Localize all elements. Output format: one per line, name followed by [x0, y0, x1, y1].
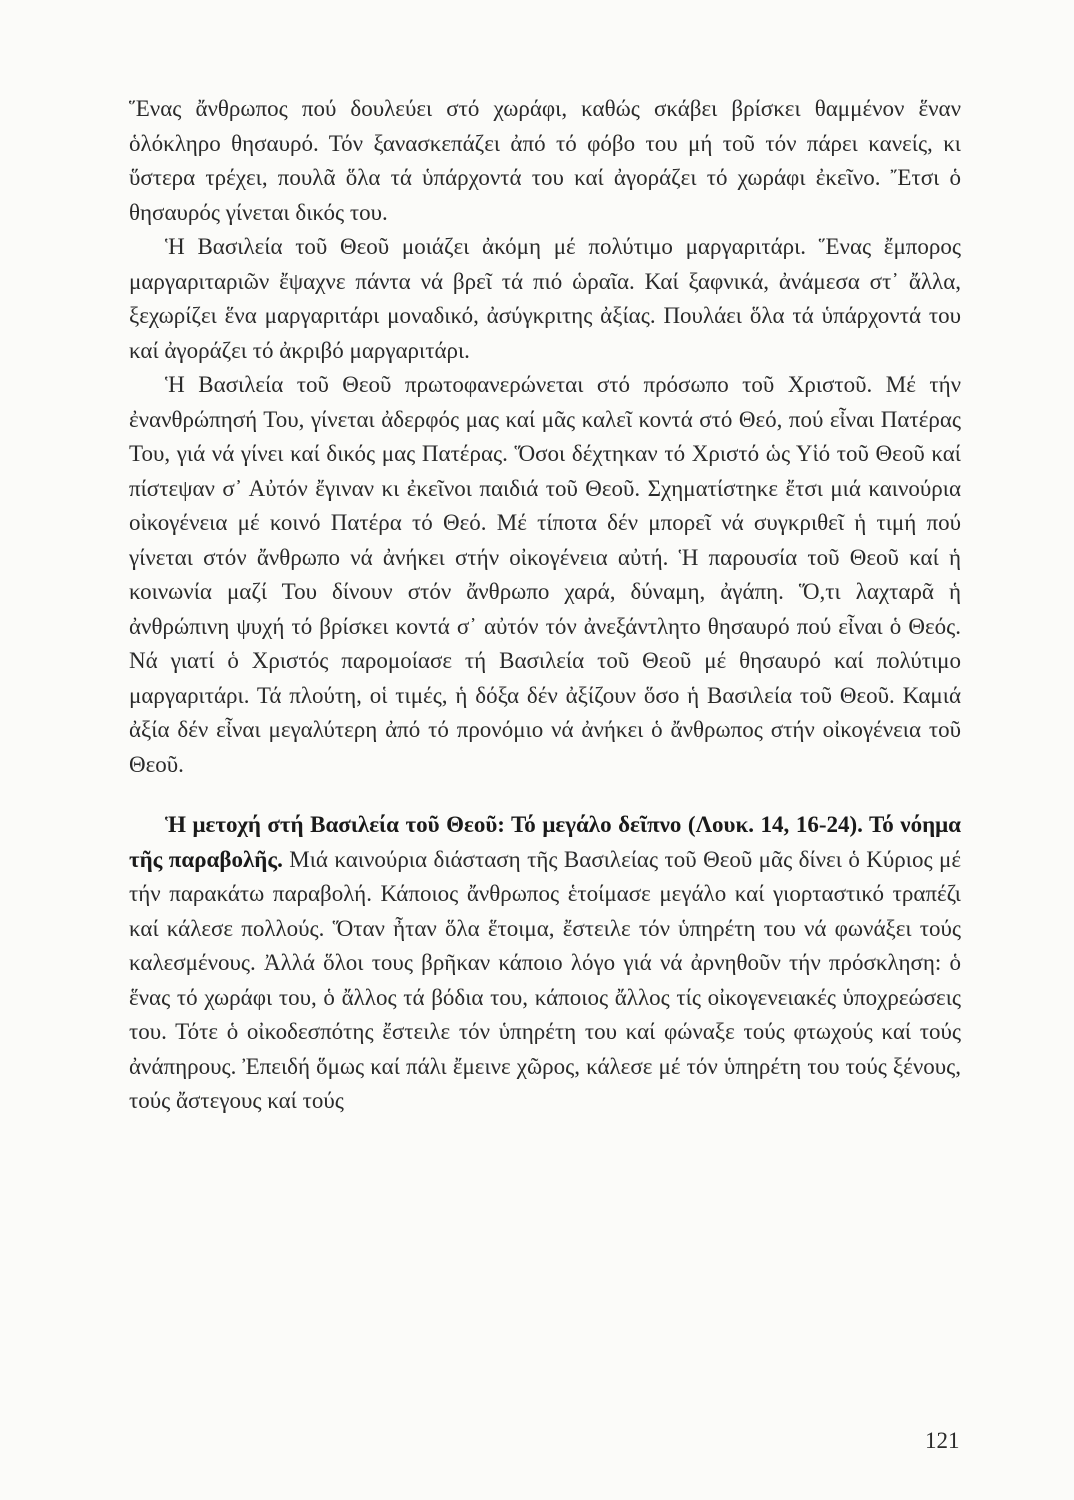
page-text-block — [129, 92, 961, 1119]
section-body: Μιά καινούρια διάσταση τῆς Βασιλείας τοῦ Θεοῦ μᾶς δίνει ὁ Κύριος μέ τήν παρακάτω παραβολή. Κάποιος ἄνθρωπος ἑτοίμασε μεγάλο καί γιορταστικό τραπέζι καί κάλεσε πολλούς. Ὅταν ἦταν ὅλα ἕτοιμα, ἔστειλε τόν ὑπηρέτη του νά φωνάξει τούς καλεσμένους. Ἀλλά ὅλοι τους βρῆκαν κάποιο λόγο γιά νά ἀρνηθοῦν τήν πρόσκληση: ὁ ἕνας τό χωράφι του, ὁ ἄλλος τά βόδια του, κάποιος ἄλλος τίς οἰκογενειακές ὑποχρεώσεις του. Τότε ὁ οἰκοδεσπότης ἔστειλε τόν ὑπηρέτη του καί φώναξε τούς φτωχούς καί τούς ἀνάπηρους. Ἐπειδή ὅμως καί πάλι ἔμεινε χῶρος, κάλεσε μέ τόν ὑπηρέτη του τούς ξένους, τούς ἄστεγους καί τούς — [129, 846, 961, 1113]
paragraph-treasure: Ἕνας ἄνθρωπος πού δουλεύει στό χωράφι, καθώς σκάβει βρίσκει θαμμένον ἕναν ὁλόκληρο θησαυρό. Τόν ξανασκεπάζει ἀπό τό φόβο του μή τοῦ τόν πάρει κανείς, κι ὕστερα τρέχει, πουλᾶ ὅλα τά ὑπάρχοντά του καί ἀγοράζει τό χωράφι ἐκεῖνο. Ἔτσι ὁ θησαυρός γίνεται δικός του. — [129, 96, 961, 225]
page-number: 121 — [925, 1428, 960, 1453]
section-heading: Ἡ μετοχή στή Βασιλεία τοῦ Θεοῦ: Τό μεγάλο δεῖπνο (Λουκ. 14, 16-24). Τό νόημα τῆς παραβολῆς. — [129, 812, 961, 872]
paragraph-kingdom: Ἡ Βασιλεία τοῦ Θεοῦ πρωτοφανερώνεται στό πρόσωπο τοῦ Χριστοῦ. Μέ τήν ἐνανθρώπησή Του, γίνεται ἀδερφός μας καί μᾶς καλεῖ κοντά στό Θεό, πού εἶναι Πατέρας Του, γιά νά γίνει καί δικός μας Πατέρας. Ὅσοι δέχτηκαν τό Χριστό ὡς Υἱό τοῦ Θεοῦ καί πίστεψαν σ᾽ Αὐτόν ἔγιναν κι ἐκεῖνοι παιδιά τοῦ Θεοῦ. Σχηματίστηκε ἔτσι μιά καινούρια οἰκογένεια μέ κοινό Πατέρα τό Θεό. Μέ τίποτα δέν μπορεῖ νά συγκριθεῖ ἡ τιμή πού γίνεται στόν ἄνθρωπο νά ἀνήκει στήν οἰκογένεια αὐτή. Ἡ παρουσία τοῦ Θεοῦ καί ἡ κοινωνία μαζί Του δίνουν στόν ἄνθρωπο χαρά, δύναμη, ἀγάπη. Ὅ,τι λαχταρᾶ ἡ ἀνθρώπινη ψυχή τό βρίσκει κοντά σ᾽ αὐτόν τόν ἀνεξάντλητο θησαυρό πού εἶναι ὁ Θεός. Νά γιατί ὁ Χριστός παρομοίασε τή Βασιλεία τοῦ Θεοῦ μέ θησαυρό καί πολύτιμο μαργαριτάρι. Τά πλούτη, οἱ τιμές, ἡ δόξα δέν ἀξίζουν ὅσο ἡ Βασιλεία τοῦ Θεοῦ. Καμιά ἀξία δέν εἶναι μεγαλύτερη ἀπό τό προνόμιο νά ἀνήκει ὁ ἄνθρωπος στήν οἰκογένεια τοῦ Θεοῦ. — [129, 372, 961, 777]
section-great-supper — [129, 808, 961, 1119]
paragraph-pearl: Ἡ Βασιλεία τοῦ Θεοῦ μοιάζει ἀκόμη μέ πολύτιμο μαργαριτάρι. Ἕνας ἔμπορος μαργαριταριῶν ἔψαχνε πάντα νά βρεῖ τά πιό ὡραῖα. Καί ξαφνικά, ἀνάμεσα στ᾽ ἄλλα, ξεχωρίζει ἕνα μαργαριτάρι μοναδικό, ἀσύγκριτης ἀξίας. Πουλάει ὅλα τά ὑπάρχοντά του καί ἀγοράζει τό ἀκριβό μαργαριτάρι. — [129, 234, 961, 363]
